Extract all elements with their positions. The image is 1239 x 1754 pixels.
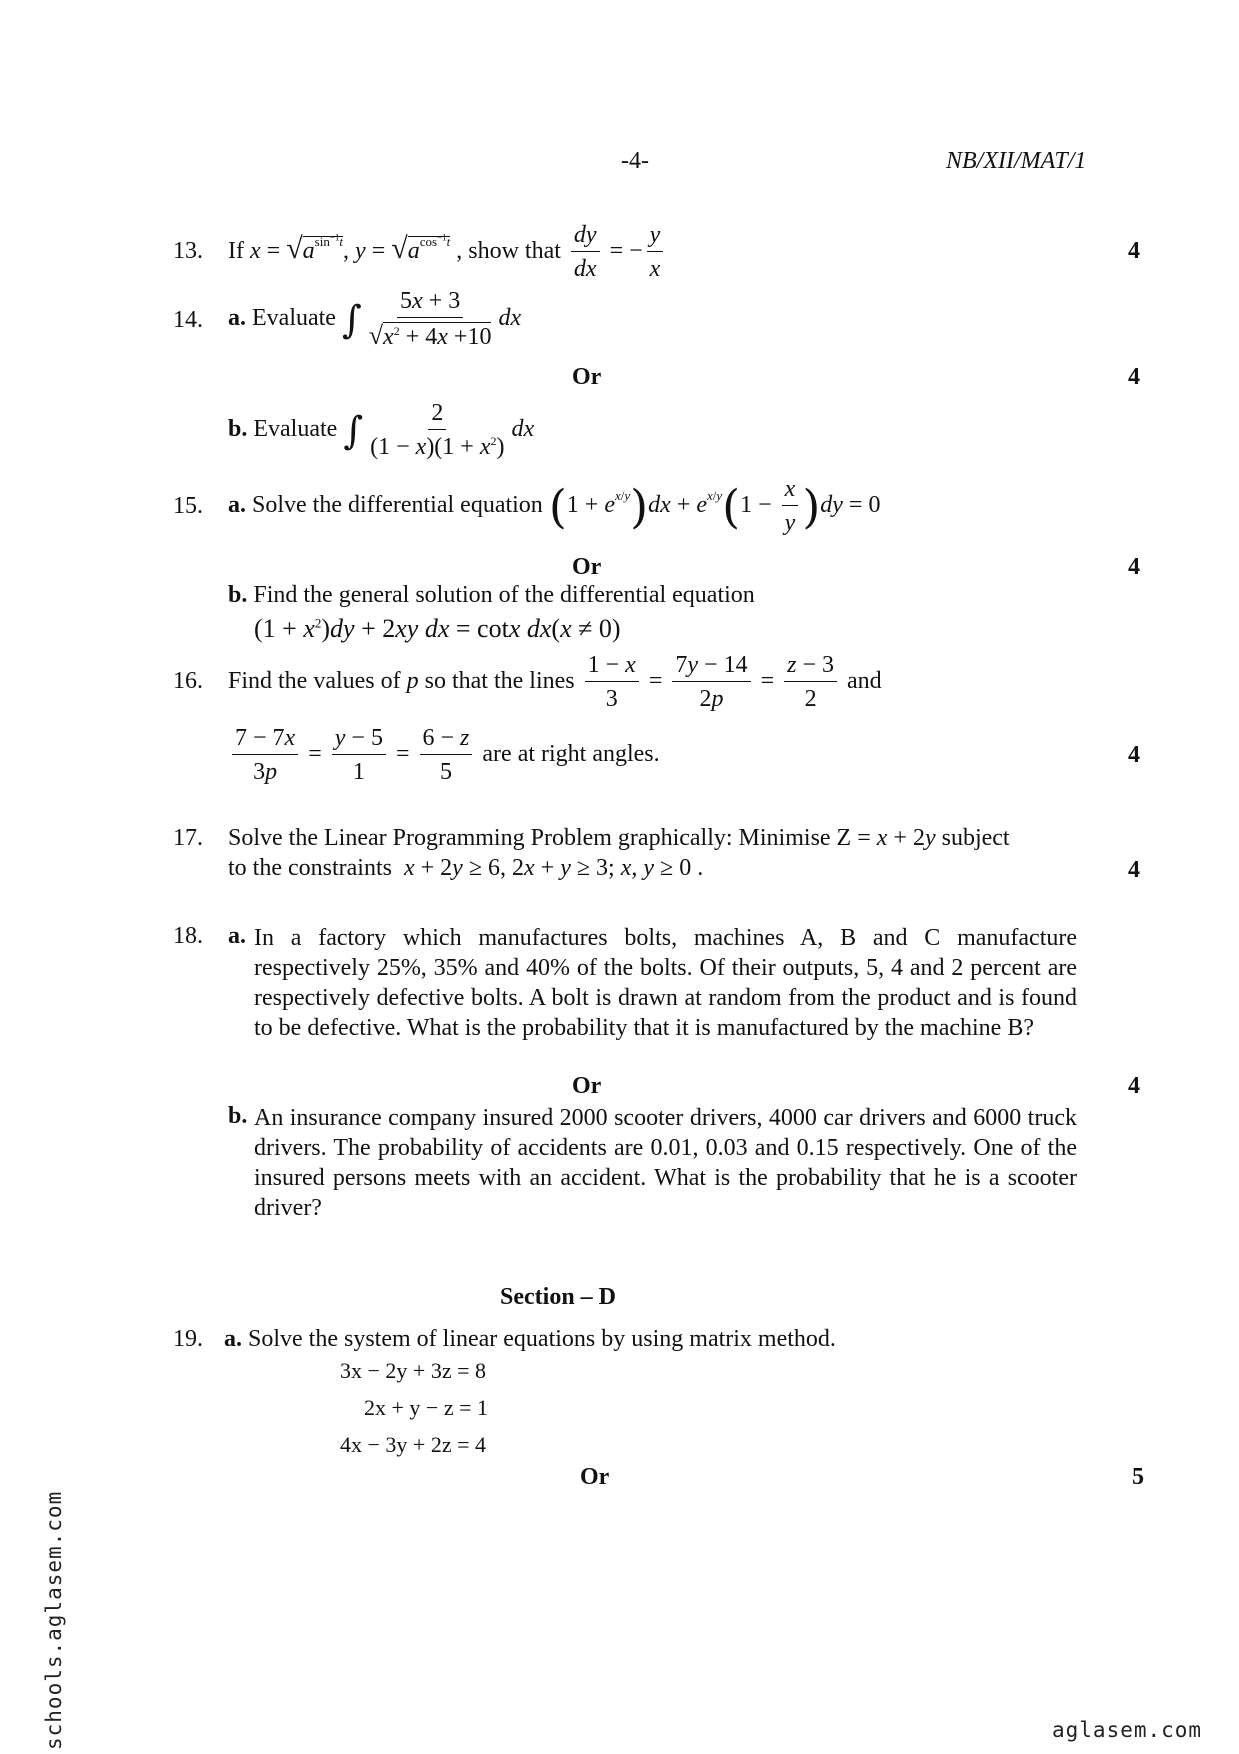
q18a-text: In a factory which manufactures bolts, machines A, B and C manufacture respectively 25%, 35% and 40% of the bolts. Of their outputs, 5, 4 and 2 percent are respectively defective bolts. A bolt is drawn at random from the product and is found to be defective. What is the probability that it is manufactured by the machine B? xyxy=(254,925,1077,1041)
q18b-text: An insurance company insured 2000 scooter drivers, 4000 car drivers and 6000 truck drivers. The probability of accidents are 0.01, 0.03 and 0.15 respectively. One of the insured persons meets with an accident. What is the probability that he is a scooter driver? xyxy=(254,1105,1077,1221)
q15a-text: Solve the differential equation xyxy=(252,491,543,518)
q18-or: Or xyxy=(572,1073,602,1099)
q14-number: 14. xyxy=(173,307,203,333)
side-watermark: schools.aglasem.com xyxy=(42,1490,66,1750)
q19-marks: 5 xyxy=(1132,1464,1144,1490)
q15-number: 15. xyxy=(173,493,203,519)
q19a-body xyxy=(224,1326,836,1353)
q19-number: 19. xyxy=(173,1326,203,1352)
q15a-body: a. Solve the differential equation $(1 + e^{x/y})dx + e^{x/y}(1$ − $\frac{x}{y}$ )dy = 0 xyxy=(228,476,881,537)
q16-and: and xyxy=(847,667,882,694)
q15b-label: b. xyxy=(228,582,248,608)
q19a-text: Solve the system of linear equations by using matrix method. xyxy=(248,1326,836,1352)
q13-show-that: , show that xyxy=(456,237,561,264)
q14a-label: a. xyxy=(228,305,246,331)
q15a-label: a. xyxy=(228,491,246,518)
q16-line2: $\frac{7 - 7x}{3p}$ = $\frac{y - 5}{1}$ = $\frac{6 - z}{5}$ are at right angles. xyxy=(228,725,660,786)
q14b-body: b. Evaluate ∫ $\frac{2}{(1 - x)(1 + x^2)}$ dx xyxy=(228,400,535,461)
q13-if: If xyxy=(228,237,244,264)
q16-text: Find the values of xyxy=(228,667,401,694)
q19-eq3: 4x − 3y + 2z = 4 xyxy=(340,1432,486,1457)
q14b-text: Evaluate xyxy=(253,415,338,442)
q15b-text: Find the general solution of the differential equation xyxy=(253,582,755,608)
q14-marks: 4 xyxy=(1128,364,1140,390)
q14a-text: Evaluate xyxy=(252,305,336,331)
q13-body: If $x = √a^{sin^{-1}t}$, $y = √a^{cos^{-1}t}$ , show that $\frac{dy}{dx}$ = − $\frac{y}{x}$ xyxy=(228,222,667,283)
q15-marks: 4 xyxy=(1128,554,1140,580)
q13-marks: 4 xyxy=(1128,238,1140,264)
q16-text2: so that the lines xyxy=(424,667,575,694)
q18-marks: 4 xyxy=(1128,1073,1140,1099)
q18a-label: a. xyxy=(228,923,246,949)
q16-marks: 4 xyxy=(1128,742,1140,768)
corner-watermark: aglasem.com xyxy=(1052,1718,1203,1742)
q17-number: 17. xyxy=(173,825,203,851)
q19-eq1: 3x − 2y + 3z = 8 xyxy=(340,1358,486,1383)
q19-or: Or xyxy=(580,1464,610,1490)
q19-eq2: 2x + y − z = 1 xyxy=(364,1395,488,1420)
q17-line1-text: Solve the Linear Programming Problem graphically: Minimise Z = xyxy=(228,825,871,851)
q14-or: Or xyxy=(572,364,602,390)
q15-or: Or xyxy=(572,554,602,580)
q18b-label: b. xyxy=(228,1103,248,1129)
q14a-body: a. Evaluate ∫ $\frac{5x + 3}{√x^2 + 4x +10}$ dx xyxy=(228,288,522,351)
q16-end: are at right angles. xyxy=(482,740,660,767)
section-title: Section – D xyxy=(500,1284,616,1310)
q17-line1: Solve the Linear Programming Problem graphically: Minimise Z = x + 2y subject xyxy=(228,825,1010,851)
q17-subject: subject xyxy=(941,825,1010,851)
q16-number: 16. xyxy=(173,668,203,694)
q13-number: 13. xyxy=(173,238,203,264)
q17-line2-text: to the constraints xyxy=(228,855,392,881)
q15b-body xyxy=(228,582,755,609)
q17-line2: to the constraints x + 2y ≥ 6, 2x + y ≥ 3; x, y ≥ 0 . xyxy=(228,855,704,881)
q15b-equation: $(1 + x^2)dy + 2xy$ dx = cotx dx(x ≠ 0) xyxy=(254,614,621,643)
paper-code: NB/XII/MAT/1 xyxy=(946,148,1087,174)
q17-marks: 4 xyxy=(1128,857,1140,883)
page-number: -4- xyxy=(621,148,649,174)
q18-number: 18. xyxy=(173,923,203,949)
q14b-label: b. xyxy=(228,415,248,442)
q16-line1: Find the values of p so that the lines $\frac{1 - x}{3}$ = $\frac{7y - 14}{2p}$ = $\frac{z - 3}{2}$ and xyxy=(228,652,882,713)
q19a-label: a. xyxy=(224,1326,242,1352)
